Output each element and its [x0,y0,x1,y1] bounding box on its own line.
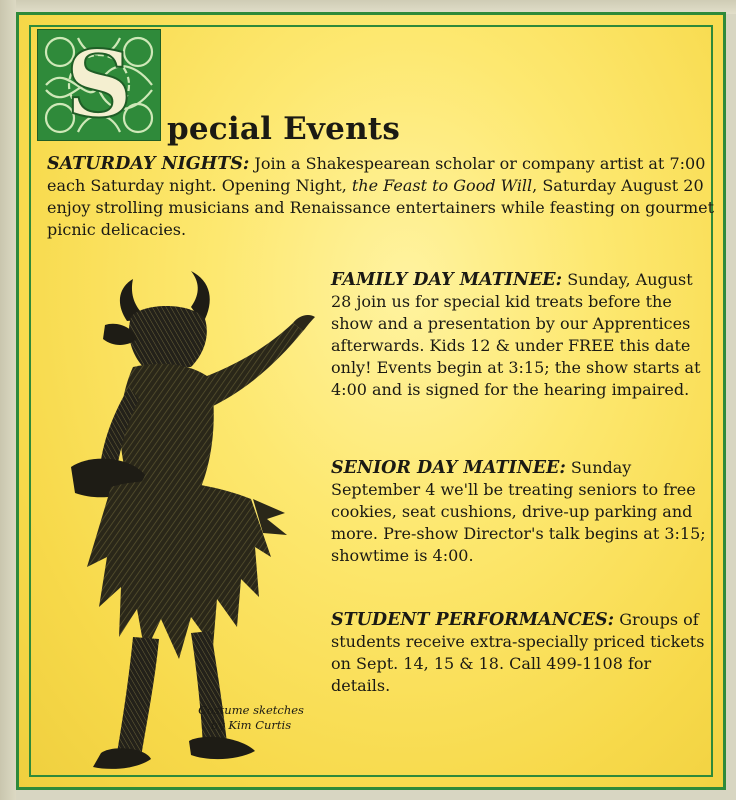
event-text: Sunday September 4 we'll be treating seniors to free cookies, seat cushions, drive-up parking and more. Pre-show Director's talk begins at 3:15; showtime is 4:00. [331,458,706,565]
special-events-panel [16,12,726,790]
event-title: SENIOR DAY MATINEE: [331,458,566,478]
page-edge-left [0,0,16,800]
event-title: FAMILY DAY MATINEE: [331,270,563,290]
event-text: Join a Shakespearean scholar or company artist at 7:00 each Saturday night. Opening Night, [47,154,706,195]
event-text: Groups of students receive extra-specially priced tickets on Sept. 14, 15 & 18. Call 499-1108 for details. [331,610,705,695]
event-text: Sunday, August 28 join us for special kid treats before the show and a presentation by our Apprentices afterwards. Kids 12 & under FREE this date only! Events begin at 3:15; the show starts at 4:00 and is signed for the hearing impaired. [331,270,701,399]
event-senior-day-matinee [331,457,707,567]
event-emphasis: the Feast to Good Will [351,176,533,195]
dropcap-ornament [37,29,161,141]
event-text: , Saturday August 20 enjoy strolling musicians and Renaissance entertainers while feasting on gourmet picnic delicacies. [47,176,715,239]
caption-line: by Kim Curtis [210,718,292,732]
event-saturday-nights [47,153,717,241]
celtic-knot-icon [38,30,160,140]
event-student-performances [331,609,707,697]
caption-line: Costume sketches [198,703,304,717]
page-title: pecial Events [167,111,400,147]
dropcap-letter: S [65,30,133,138]
event-family-day-matinee [331,269,707,401]
illustration-caption [191,703,311,733]
event-title: STUDENT PERFORMANCES: [331,610,615,630]
event-title: SATURDAY NIGHTS: [47,154,250,174]
